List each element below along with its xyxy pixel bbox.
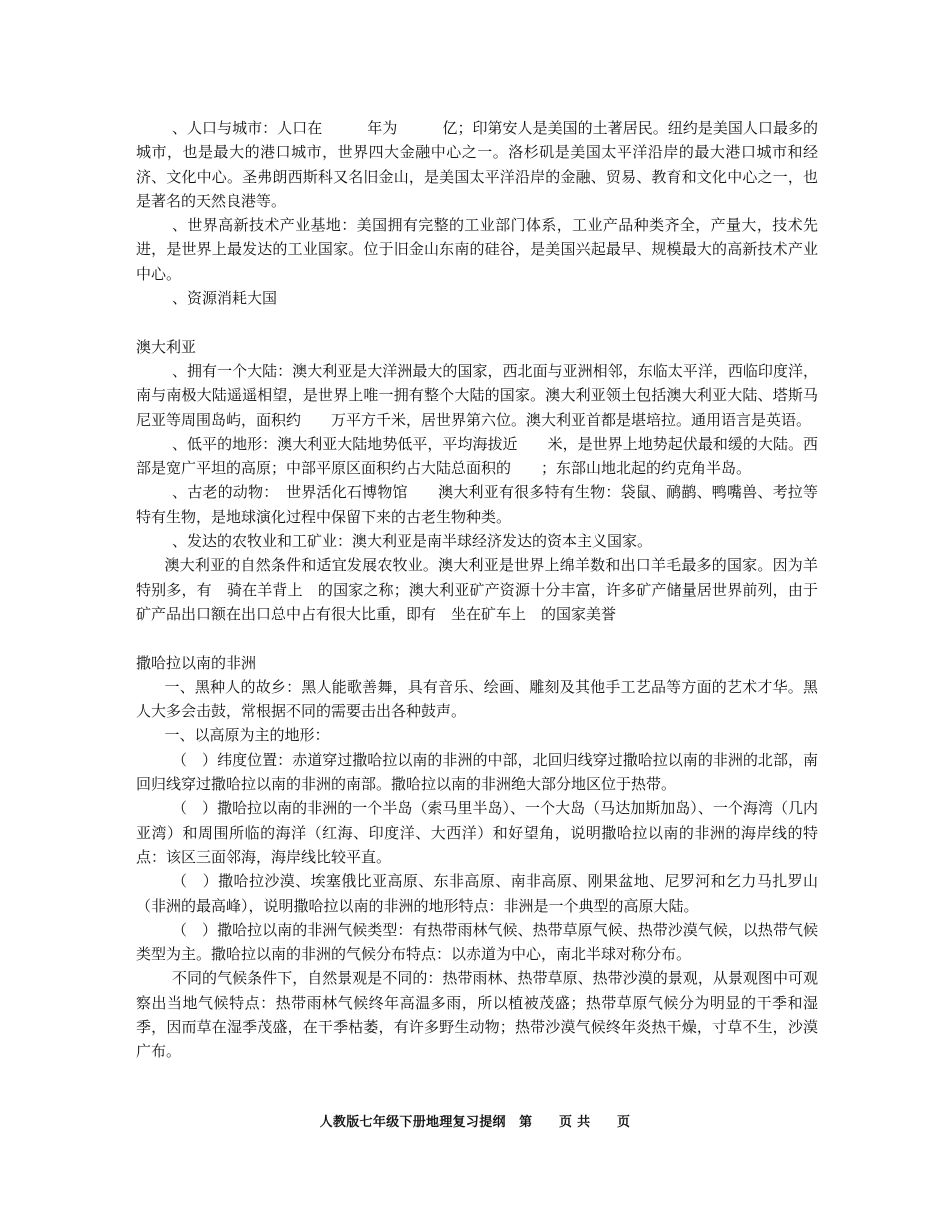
africa-people-paragraph: 一、黑种人的故乡：黑人能歌善舞，具有音乐、绘画、雕刻及其他手工艺品等方面的艺术才华。黑人大多会击鼓，常根据不同的需要击出各种鼓声。	[136, 677, 818, 721]
australia-continent-paragraph: 、拥有一个大陆：澳大利亚是大洋洲最大的国家，西北面与亚洲相邻，东临太平洋，西临印度洋，南与南极大陆遥遥相望，是世界上唯一拥有整个大陆的国家。澳大利亚领土包括澳大利亚大陆、塔斯马尼亚等周围岛屿，面积约 万平方千米，居世界第六位。澳大利亚首都是堪培拉。通用语言是英语。	[136, 361, 818, 429]
section-gap	[136, 626, 818, 650]
africa-landform-paragraph: （ ）撒哈拉沙漠、埃塞俄比亚高原、东非高原、南非高原、刚果盆地、尼罗河和乞力马扎罗山（非洲的最高峰），说明撒哈拉以南的非洲的地形特点：非洲是一个典型的高原大陆。	[136, 872, 818, 915]
usa-hightech-paragraph: 、世界高新技术产业基地：美国拥有完整的工业部门体系，工业产品种类齐全，产量大，技术先进，是世界上最发达的工业国家。位于旧金山东南的硅谷，是美国兴起最早、规模最大的高新技术产业中心。	[136, 216, 818, 283]
africa-coastline-paragraph: （ ）撒哈拉以南的非洲的一个半岛（索马里半岛）、一个大岛（马达加斯加岛）、一个海湾（几内亚湾）和周围所临的海洋（红海、印度洋、大西洋）和好望角，说明撒哈拉以南的非洲的海岸线的特点：该区三面邻海，海岸线比较平直。	[136, 799, 818, 866]
australia-agriculture-paragraph: 、发达的农牧业和工矿业：澳大利亚是南半球经济发达的资本主义国家。	[172, 532, 653, 551]
australia-economy-paragraph: 澳大利亚的自然条件和适宜发展农牧业。澳大利亚是世界上绵羊数和出口羊毛最多的国家。因为羊特别多，有 骑在羊背上 的国家之称；澳大利亚矿产资源十分丰富，许多矿产储量居世界前列，由于矿产品出口额在出口总中占有很大比重，即有 坐在矿车上 的国家美誉	[136, 556, 818, 623]
section-gap	[136, 310, 818, 334]
document-page	[136, 116, 818, 1064]
australia-animals-paragraph: 、古老的动物： 世界活化石博物馆 澳大利亚有很多特有生物：袋鼠、鸸鹋、鸭嘴兽、考拉等特有生物，是地球演化过程中保留下来的古老生物种类。	[136, 483, 818, 526]
africa-latitude-paragraph: （ ）纬度位置：赤道穿过撒哈拉以南的非洲的中部，北回归线穿过撒哈拉以南的非洲的北部，南回归线穿过撒哈拉以南的非洲的南部。撒哈拉以南的非洲绝大部分地区位于热带。	[136, 750, 818, 794]
africa-landscape-paragraph: 不同的气候条件下，自然景观是不同的：热带雨林、热带草原、热带沙漠的景观，从景观图中可观察出当地气候特点：热带雨林气候终年高温多雨，所以植被茂盛；热带草原气候分为明显的干季和湿季，因而草在湿季茂盛，在干季枯萎，有许多野生动物；热带沙漠气候终年炎热干燥，寸草不生，沙漠广布。	[136, 969, 818, 1061]
page-footer: 人教版七年级下册地理复习提纲 第 页 共 页	[319, 1115, 631, 1130]
australia-terrain-paragraph: 、低平的地形：澳大利亚大陆地势低平，平均海拔近 米，是世界上地势起伏最和缓的大陆。西部是宽广平坦的高原；中部平原区面积约占大陆总面积的 ；东部山地北起的约克角半岛。	[136, 434, 818, 478]
usa-population-paragraph: 、人口与城市：人口在 年为 亿；印第安人是美国的土著居民。纽约是美国人口最多的城市，也是最大的港口城市，世界四大金融中心之一。洛杉矶是美国太平洋沿岸的最大港口城市和经济、文化中心。圣弗朗西斯科又名旧金山，是美国太平洋沿岸的金融、贸易、教育和文化中心之一，也是著名的天然良港等。	[136, 119, 818, 210]
usa-resources-paragraph: 、资源消耗大国	[172, 289, 278, 308]
africa-heading: 撒哈拉以南的非洲	[136, 653, 257, 672]
africa-climate-paragraph: （ ）撒哈拉以南的非洲气候类型：有热带雨林气候、热带草原气候、热带沙漠气候，以热带气候类型为主。撒哈拉以南的非洲的气候分布特点：以赤道为中心，南北半球对称分布。	[136, 920, 818, 964]
africa-terrain-heading: 一、以高原为主的地形：	[164, 726, 330, 745]
australia-heading: 澳大利亚	[136, 337, 197, 356]
